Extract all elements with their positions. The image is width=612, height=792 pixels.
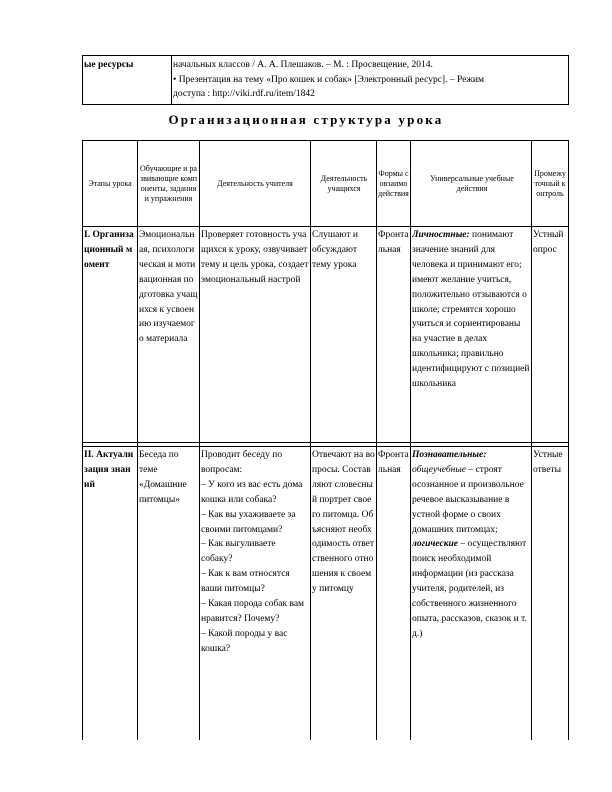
resource-line: доступа : http://viki.rdf.ru/item/1842 xyxy=(173,89,315,99)
uud-2 xyxy=(412,448,530,738)
top-table-border xyxy=(82,104,569,105)
table-border xyxy=(410,140,411,740)
header-components: Обучающие и развивающие компоненты, задания и упражнения xyxy=(139,163,198,203)
stage-2: II. Актуализация знаний xyxy=(84,450,134,490)
teacher-2-intro: Проводит беседу по вопросам: xyxy=(201,450,283,475)
uud-label-personal: Личностные: xyxy=(412,230,470,240)
components-2: Беседа по теме «Домашние питомцы» xyxy=(139,450,187,505)
forms-2: Фронтальная xyxy=(378,450,409,475)
resource-line: начальных классов / А. А. Плешаков. – М. : Просвещение, 2014. xyxy=(173,60,433,70)
question-item: – Какая порода собак вам нравится? Почему? xyxy=(201,599,305,624)
teacher-2 xyxy=(201,448,309,738)
question-item: – Как выгуливаете собаку? xyxy=(201,539,276,565)
table-border xyxy=(531,140,532,740)
students-1: Слушают и обсуждают тему урока xyxy=(312,230,358,270)
question-item: – У кого из вас есть дома кошка или собака? xyxy=(201,479,303,505)
header-stages: Этапы урока xyxy=(88,178,132,188)
forms-1: Фронтальная xyxy=(378,230,409,255)
table-border xyxy=(82,226,569,227)
table-border xyxy=(137,140,138,740)
resources-label: ые ресурсы xyxy=(84,60,134,70)
header-control: Промежуточный контроль xyxy=(534,168,566,198)
uud-text-logical: – осуществляют поиск необходимой информации (из рассказа учителя, родителей, из собственного жизненного опыта, рассказов, сказок и т. д.) xyxy=(412,539,527,639)
uud-label-cognitive: Познавательные: xyxy=(412,450,487,460)
question-item: – Как вы ухаживаете за своими питомцами? xyxy=(201,509,296,535)
header-forms: Формы совзаимодействия xyxy=(378,168,409,198)
table-border xyxy=(310,140,311,740)
table-border xyxy=(82,442,569,443)
header-uud: Универсальные учебные действия xyxy=(430,173,514,193)
table-border xyxy=(568,140,569,740)
components-1: Эмоциональная, психологическая и мотивационная подготовка учащихся к усвоению изучаемого материала xyxy=(139,230,198,345)
resource-line: • Презентация на тему «Про кошек и собак» [Электронный ресурс]. – Режим xyxy=(173,74,484,85)
resources-text xyxy=(173,58,567,102)
question-item: – Как к вам относятся ваши питомцы? xyxy=(201,569,290,595)
top-table-border xyxy=(82,55,83,105)
table-border xyxy=(376,140,377,740)
header-students: Деятельность учащихся xyxy=(320,173,368,193)
uud-text-general: – строят осознанное и произвольное речевое высказывание в устной форме о своих домашних питомцах; xyxy=(412,464,524,535)
header-teacher: Деятельность учителя xyxy=(217,178,293,188)
table-border xyxy=(82,446,569,447)
page-title: Организационная структура урока xyxy=(168,112,444,127)
uud-text-1: понимают значение знаний для человека и принимают его; имеют желание учиться, положительно отзываются о школе; стремятся хорошо учиться и сориентированы на участие в делах школьника; правильно идентифицируют с позицией школьника xyxy=(412,230,530,390)
top-table-border xyxy=(568,55,569,105)
top-table-border xyxy=(171,55,172,105)
top-table-border xyxy=(82,55,569,56)
students-2: Отвечают на вопросы. Составляют словесный портрет своего питомца. Объясняют необходимость ответственного отношения к своему питомцу xyxy=(312,450,375,595)
uud-label-general: общеучебные xyxy=(412,464,467,475)
table-border xyxy=(82,140,569,141)
uud-label-logical: логические xyxy=(412,539,459,550)
table-border xyxy=(199,140,200,740)
question-item: – Какой породы у вас кошка? xyxy=(201,628,288,654)
control-2: Устные ответы xyxy=(533,450,563,475)
teacher-1: Проверяет готовность учащихся к уроку, озвучивает тему и цель урока, создает эмоциональный настрой xyxy=(201,230,309,285)
uud-1 xyxy=(412,228,530,441)
control-1: Устный опрос xyxy=(533,230,564,255)
table-border xyxy=(82,140,83,740)
stage-1: I. Организационный момент xyxy=(84,230,134,270)
